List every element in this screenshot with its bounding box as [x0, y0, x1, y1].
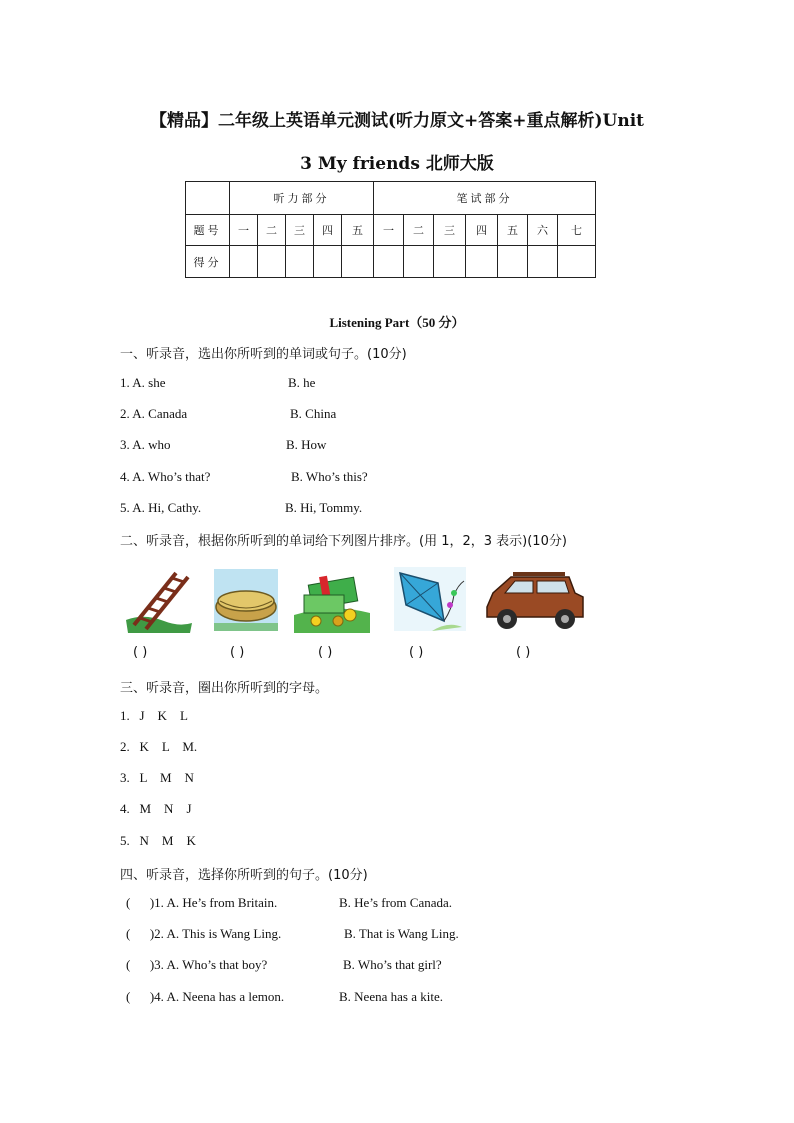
score-cell[interactable] [466, 246, 498, 278]
listening-number: 二 [258, 215, 286, 246]
s1-item-5-b: B. Hi, Tommy. [285, 500, 363, 515]
section1-heading: 一、听录音，选出你所听到的单词或句子。(10分) [120, 347, 407, 362]
score-cell[interactable] [374, 246, 404, 278]
title-line-1: 【精品】二年级上英语单元测试(听力原文+答案+重点解析)Unit [149, 111, 645, 131]
listening-number: 四 [314, 215, 342, 246]
score-cell[interactable] [558, 246, 596, 278]
written-number: 三 [434, 215, 466, 246]
score-cell[interactable] [498, 246, 528, 278]
s3-item-3: 3. L M N [120, 770, 194, 785]
score-label: 得分 [186, 246, 230, 278]
score-cell[interactable] [230, 246, 258, 278]
s1-item-1-a: 1. A. she [120, 375, 166, 390]
score-cell[interactable] [434, 246, 466, 278]
s4-item-4-b: B. Neena has a kite. [339, 989, 443, 1004]
written-header: 笔试部分 [374, 182, 596, 215]
written-number: 一 [374, 215, 404, 246]
score-cell[interactable] [286, 246, 314, 278]
car-blank[interactable]: ( ) [516, 645, 531, 660]
listening-number: 五 [342, 215, 374, 246]
car-picture [483, 565, 587, 635]
listening-header: 听力部分 [230, 182, 374, 215]
section4-heading: 四、听录音，选择你所听到的句子。(10分) [120, 868, 368, 883]
money-picture [292, 565, 372, 635]
s1-item-2-b: B. China [290, 406, 337, 421]
s4-item-3-a: ( )3. A. Who’s that boy? [126, 957, 268, 972]
s1-item-3-b: B. How [286, 437, 327, 452]
section2-heading: 二、听录音，根据你所听到的单词给下列图片排序。(用 1，2，3 表示)(10分) [120, 534, 567, 549]
score-table [185, 181, 596, 278]
s3-item-1: 1. J K L [120, 708, 188, 723]
s3-item-4: 4. M N J [120, 801, 192, 816]
listening-number: 一 [230, 215, 258, 246]
money-blank[interactable]: ( ) [318, 645, 333, 660]
ladder-picture [124, 565, 194, 635]
written-number: 五 [498, 215, 528, 246]
score-cell[interactable] [314, 246, 342, 278]
s4-item-2-a: ( )2. A. This is Wang Ling. [126, 926, 282, 941]
s1-item-3-a: 3. A. who [120, 437, 171, 452]
written-number: 四 [466, 215, 498, 246]
title-line-2: 3 My friends 北师大版 [300, 154, 494, 174]
s4-item-3-b: B. Who’s that girl? [343, 957, 442, 972]
s3-item-2: 2. K L M. [120, 739, 198, 754]
ladder-blank[interactable]: ( ) [133, 645, 148, 660]
basket-blank[interactable]: ( ) [230, 645, 245, 660]
listening-part-heading: Listening Part（50 分） [329, 315, 465, 330]
s1-item-1-b: B. he [288, 375, 316, 390]
score-cell[interactable] [342, 246, 374, 278]
section3-heading: 三、听录音，圈出你所听到的字母。 [120, 681, 329, 696]
written-number: 六 [528, 215, 558, 246]
s4-item-1-a: ( )1. A. He’s from Britain. [126, 895, 278, 910]
score-cell[interactable] [404, 246, 434, 278]
written-number: 七 [558, 215, 596, 246]
written-number: 二 [404, 215, 434, 246]
kite-picture [392, 565, 468, 635]
question-number-label: 题号 [186, 215, 230, 246]
s1-item-4-a: 4. A. Who’s that? [120, 469, 211, 484]
s3-item-5: 5. N M K [120, 833, 196, 848]
score-cell[interactable] [528, 246, 558, 278]
score-table-corner [186, 182, 230, 215]
s4-item-1-b: B. He’s from Canada. [339, 895, 453, 910]
s1-item-5-a: 5. A. Hi, Cathy. [120, 500, 202, 515]
s1-item-4-b: B. Who’s this? [291, 469, 368, 484]
kite-blank[interactable]: ( ) [409, 645, 424, 660]
basket-picture [210, 565, 282, 635]
s4-item-4-a: ( )4. A. Neena has a lemon. [126, 989, 285, 1004]
s4-item-2-b: B. That is Wang Ling. [344, 926, 459, 941]
listening-number: 三 [286, 215, 314, 246]
s1-item-2-a: 2. A. Canada [120, 406, 188, 421]
score-cell[interactable] [258, 246, 286, 278]
